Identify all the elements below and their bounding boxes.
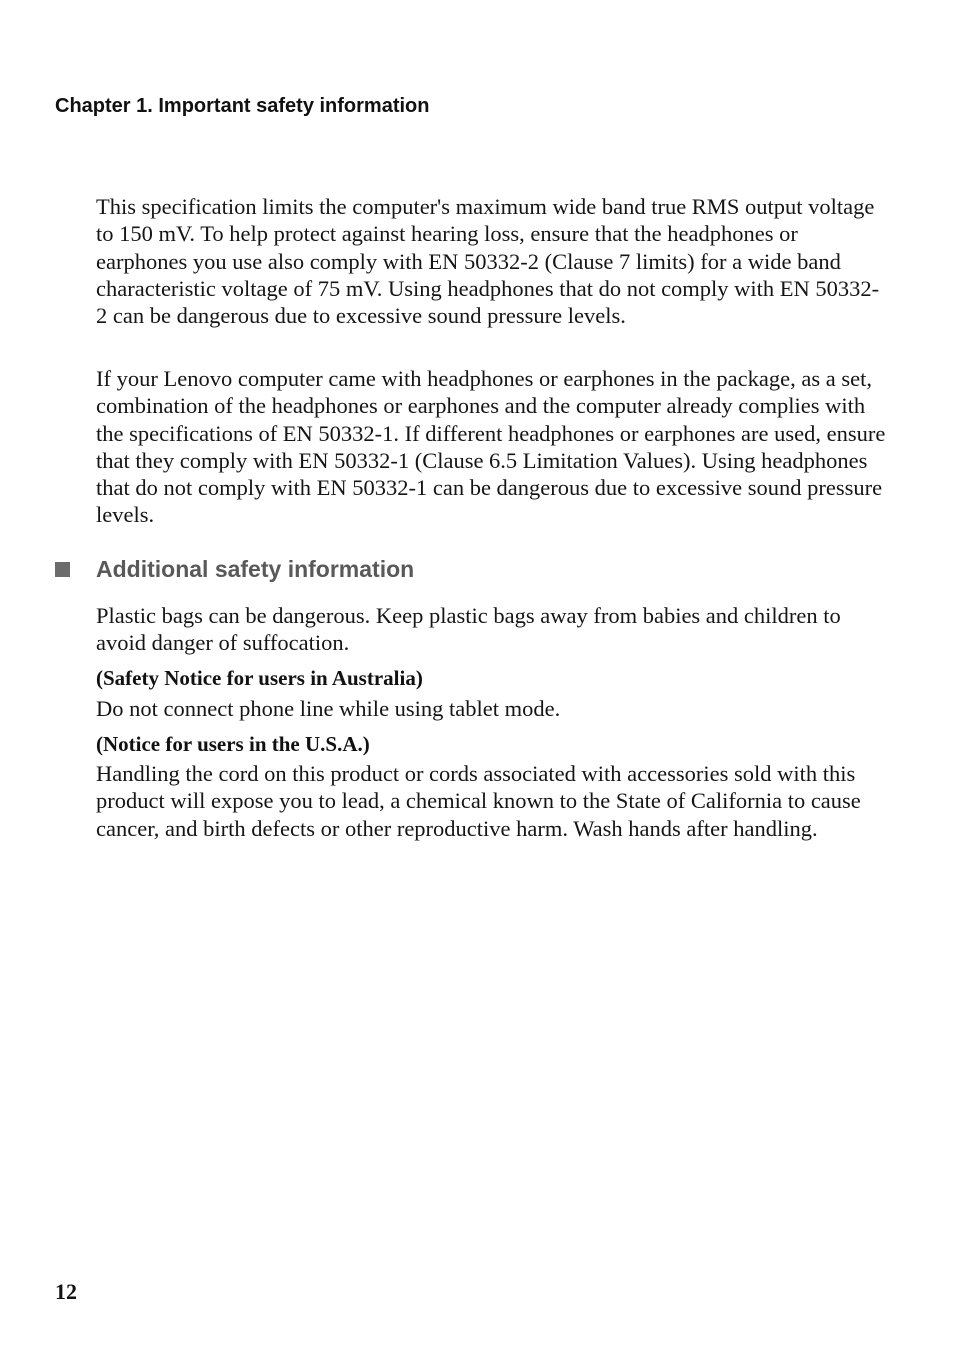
section-heading — [55, 554, 414, 584]
running-header: Chapter 1. Important safety information — [55, 95, 430, 117]
section-heading-label: Additional safety information — [96, 556, 415, 582]
paragraph-rms-voltage: This specification limits the computer's maximum wide band true RMS output voltage to 150 mV. To help protect against hearing loss, ensure that the headphones or earphones you use also comply with EN 50332-2 (Clause 7 limits) for a wide band characteristic voltage of 75 mV. Using headphones that do not comply with EN 50332-2 can be dangerous due to excessive sound pressure levels. — [96, 194, 880, 329]
paragraph-lenovo-headphones: If your Lenovo computer came with headphones or earphones in the package, as a set, combination of the headphones or earphones and the computer already complies with the specifications of EN 50332-1. If different headphones or earphones are used, ensure that they comply with EN 50332-1 (Clause 6.5 Limitation Values). Using headphones that do not comply with EN 50332-1 can be dangerous due to excessive sound pressure levels. — [96, 366, 886, 528]
paragraph-plastic-bags: Plastic bags can be dangerous. Keep plastic bags away from babies and children to avoid danger of suffocation. — [96, 603, 841, 656]
notice-text-australia: Do not connect phone line while using tablet mode. — [96, 696, 561, 721]
page-number: 12 — [55, 1279, 77, 1304]
notice-label-usa: (Notice for users in the U.S.A.) — [96, 732, 370, 756]
notice-label-australia: (Safety Notice for users in Australia) — [96, 666, 423, 690]
notice-text-usa: Handling the cord on this product or cords associated with accessories sold with this product will expose you to lead, a chemical known to the State of California to cause cancer, and birth defects or other reproductive harm. Wash hands after handling. — [96, 761, 861, 841]
square-bullet-icon — [55, 562, 70, 577]
